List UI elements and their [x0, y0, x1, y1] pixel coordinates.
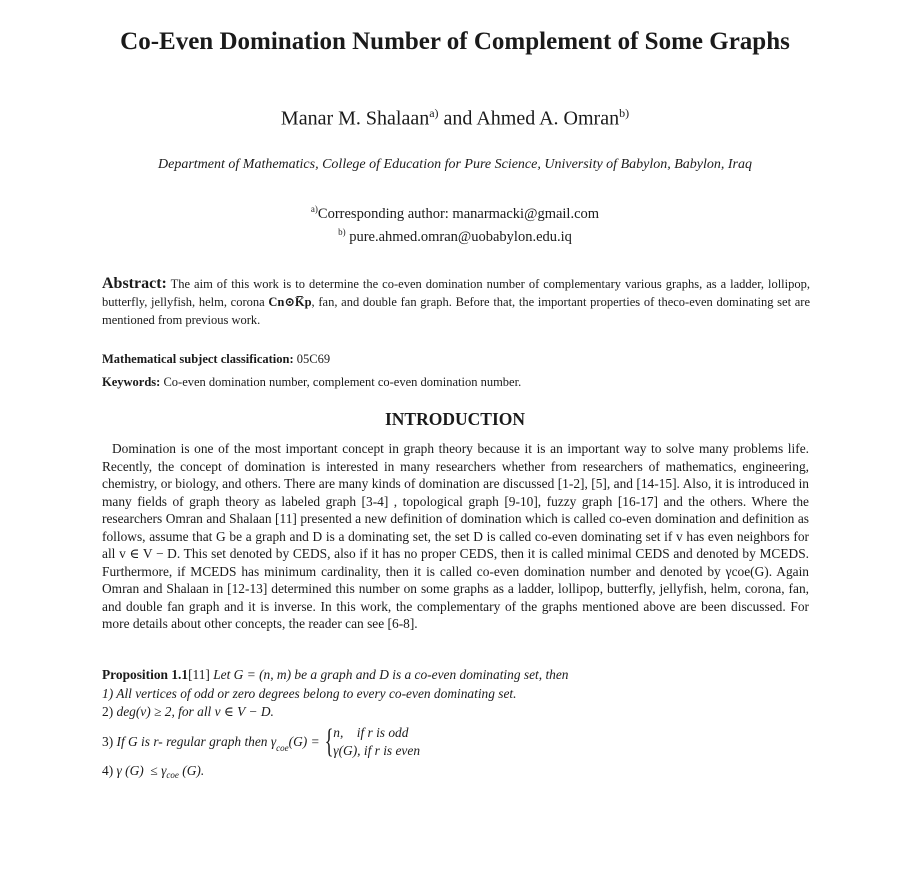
item-3-lhs-tail: (G) =: [288, 733, 323, 749]
msc-label: Mathematical subject classification:: [102, 352, 294, 366]
item-4-text-b: (G).: [178, 762, 205, 778]
proposition-block: [102, 666, 809, 784]
corresponding-email-1: Corresponding author: manarmacki@gmail.com: [317, 205, 600, 222]
authors-line: [100, 106, 810, 131]
section-heading-introduction: INTRODUCTION: [384, 409, 526, 429]
item-3-text: If G is r- regular graph then γ: [116, 733, 277, 749]
item-4-subscript: coe: [166, 769, 179, 780]
keywords-label: Keywords:: [102, 375, 161, 389]
item-4-number: 4): [102, 762, 117, 778]
paper-title: Co-Even Domination Number of Complement of Some Graphs: [120, 28, 790, 55]
abstract-text-1: The aim of this work is to determine the co-even domination number of complementary various graphs, as a ladder, lollipop, butterfly, jellyfish, helm, corona: [102, 277, 810, 309]
msc-value: 05C69: [293, 352, 331, 366]
proposition-item-1: [102, 685, 809, 704]
corresponding-mark-2: b): [338, 226, 346, 237]
item-3-subscript: coe: [276, 742, 289, 753]
item-1-text: 1) All vertices of odd or zero degrees belong to every co-even dominating set.: [102, 685, 517, 701]
proposition-ref: [11]: [188, 667, 210, 682]
proposition-item-4: [102, 762, 809, 785]
piecewise-brace: {: [324, 722, 334, 760]
corresponding-line-2: [100, 223, 810, 246]
corresponding-line-1: [100, 200, 810, 223]
affiliation: Department of Mathematics, College of Education for Pure Science, University of Babylon, Babylon, Iraq: [158, 157, 752, 172]
msc-line: [102, 352, 330, 367]
proposition-item-3: [102, 724, 809, 760]
keywords-line: [102, 375, 521, 390]
corona-expression: Cn⊙K̅p: [268, 295, 312, 309]
item-4-text-a: γ (G) ≤ γ: [116, 762, 167, 778]
authors-connector: and: [438, 107, 477, 130]
keywords-value: Co-even domination number, complement co-even domination number.: [160, 375, 522, 389]
proposition-heading: [102, 666, 809, 685]
item-3-number: 3): [102, 733, 117, 749]
case-odd: n, if r is odd: [333, 724, 409, 740]
corresponding-mark-1: a): [310, 204, 318, 214]
intro-paragraph: Domination is one of the most important concept in graph theory because it is an important way to solve many problems life. Recently, the concept of domination is interested in many researchers whether from researchers of mathematics, engineering, chemistry, or biology, and others. There are many kinds of domination are discussed [1-2], [5], and [14-15]. Also, it is introduced in many fields of graph theory as labeled graph [3-4] , topological graph [9-10], fuzzy graph [16-17] and the others. Where the researchers Omran and Shalaan [11] presented a new definition of domination which is called co-even domination and definition as follows, assume that G be a graph and D is a dominating set, the set D is called co-even dominating set if v has even neighbors for all v ∈ V − D. This set denoted by CEDS, also if it has no proper CEDS, then it is called minimal CEDS and denoted by MCEDS. Furthermore, if MCEDS has minimum cardinality, then it is called co-even domination number and denoted by γcoe(G). Again Omran and Shalaan in [12-13] determined this number on some graphs as a ladder, lollipop, butterfly, jellyfish, helm, corona, fan, and double fan graph and it is inverse. In this work, the complementary of the graphs mentioned above are been discussed. For more details about other concepts, the reader can see [6-8].: [102, 441, 809, 631]
author-2: Ahmed A. Omran: [476, 107, 620, 130]
abstract: [102, 275, 810, 329]
author-1: Manar M. Shalaan: [280, 107, 430, 130]
proposition-label: Proposition 1.1: [102, 667, 189, 682]
corresponding-info: [100, 200, 810, 246]
piecewise-cases: [333, 724, 420, 760]
abstract-text-2: , fan, and double fan graph. Before that, the important properties of theco-even dominating set are mentioned from previous work.: [102, 295, 811, 327]
abstract-heading: Abstract:: [102, 275, 167, 292]
case-even: γ(G), if r is even: [333, 742, 421, 758]
author-1-mark: a): [429, 106, 439, 120]
corresponding-email-2: pure.ahmed.omran@uobabylon.edu.iq: [345, 228, 572, 245]
introduction-body: [102, 440, 809, 633]
item-2-number: 2): [102, 704, 117, 719]
item-2-text: deg(v) ≥ 2, for all v ∈ V − D.: [116, 704, 274, 719]
proposition-item-2: [102, 703, 809, 722]
proposition-statement: Let G = (n, m) be a graph and D is a co-even dominating set, then: [209, 667, 569, 682]
author-2-mark: b): [619, 106, 630, 120]
